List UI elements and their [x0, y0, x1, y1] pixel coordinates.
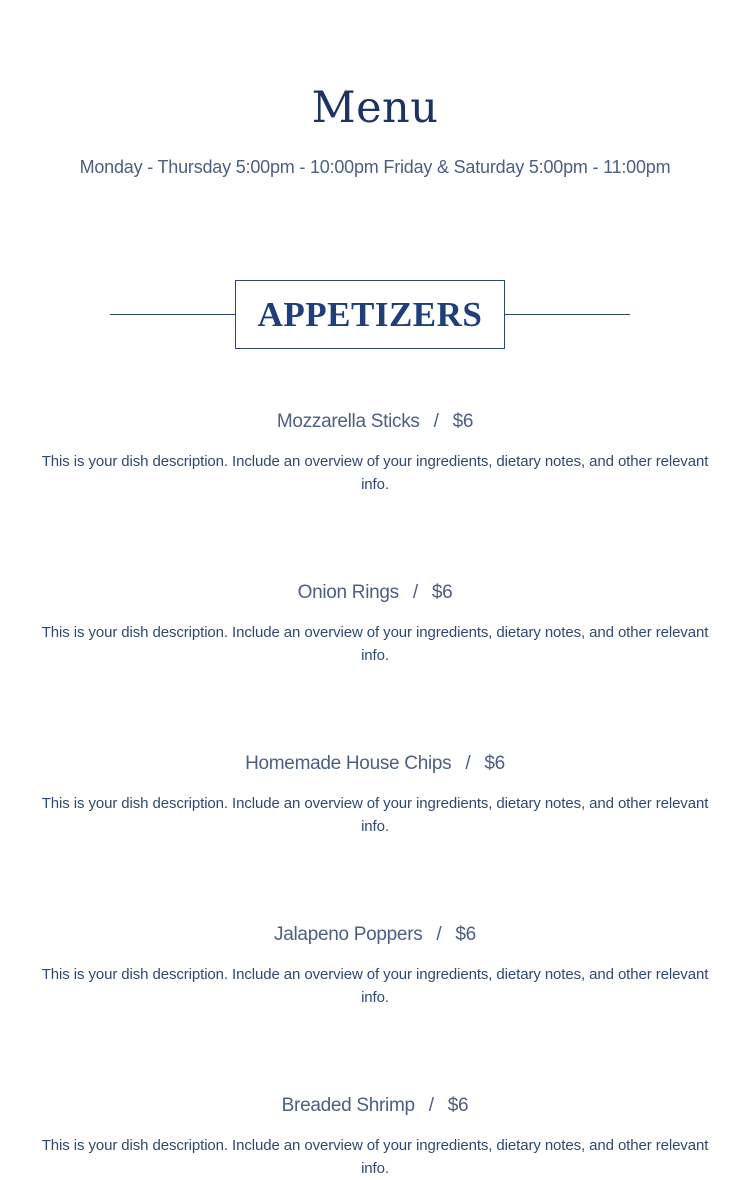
menu-item-name: Breaded Shrimp [281, 1095, 415, 1116]
menu-item-separator: / [433, 411, 439, 432]
menu-item [0, 409, 750, 496]
section-header [110, 280, 630, 349]
menu-item-name: Jalapeno Poppers [274, 924, 423, 945]
opening-hours: Monday - Thursday 5:00pm - 10:00pm Friday & Saturday 5:00pm - 11:00pm [79, 157, 671, 177]
menu-item-heading [0, 580, 750, 606]
menu-item-name: Homemade House Chips [245, 753, 452, 774]
menu-item-description: This is your dish description. Include an overview of your ingredients, dietary notes, and other relevant info. [41, 966, 709, 1006]
menu-item-description: This is your dish description. Include an overview of your ingredients, dietary notes, and other relevant info. [41, 624, 709, 664]
menu-item-price: $6 [447, 1095, 469, 1116]
menu-item-price: $6 [484, 753, 505, 774]
menu-item-description: This is your dish description. Include an overview of your ingredients, dietary notes, and other relevant info. [41, 453, 709, 493]
menu-item [0, 922, 750, 1009]
section-divider-right [505, 314, 630, 315]
menu-item-heading [0, 751, 750, 777]
menu-item-description: This is your dish description. Include an overview of your ingredients, dietary notes, and other relevant info. [41, 795, 709, 835]
menu-item-name: Mozzarella Sticks [276, 411, 420, 432]
section-divider-left [110, 314, 235, 315]
menu-item-description: This is your dish description. Include an overview of your ingredients, dietary notes, and other relevant info. [41, 1137, 709, 1177]
menu-item-separator: / [412, 582, 418, 603]
menu-item-price: $6 [431, 582, 453, 603]
section-title-box [235, 280, 505, 349]
menu-item-price: $6 [455, 924, 476, 945]
menu-item-heading [0, 922, 750, 948]
menu-item-separator: / [465, 753, 471, 774]
menu-item-heading [0, 409, 750, 435]
section-title: APPETIZERS [257, 294, 483, 334]
menu-item-separator: / [428, 1095, 434, 1116]
menu-item-separator: / [436, 924, 442, 945]
menu-item-name: Onion Rings [297, 582, 399, 603]
menu-item [0, 580, 750, 667]
page-title: Menu [311, 83, 439, 133]
menu-item-price: $6 [452, 411, 474, 432]
menu-item-heading [0, 1093, 750, 1119]
menu-item [0, 1093, 750, 1180]
menu-item [0, 751, 750, 838]
